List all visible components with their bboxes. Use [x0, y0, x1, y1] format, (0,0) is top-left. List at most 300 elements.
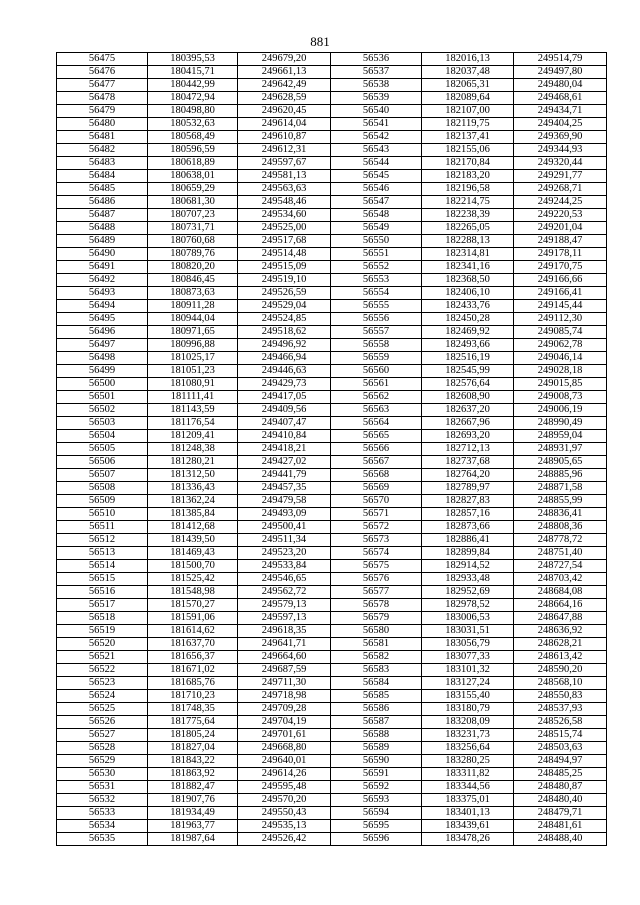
y-coordinate-right: 249344,93	[514, 144, 607, 157]
table-row	[57, 235, 607, 248]
table-row	[57, 274, 607, 287]
point-id-right: 56543	[331, 144, 422, 157]
y-coordinate-right: 248485,25	[514, 768, 607, 781]
point-id-left: 56497	[57, 339, 148, 352]
x-coordinate-right: 183180,79	[422, 703, 514, 716]
y-coordinate-left: 249493,09	[238, 508, 331, 521]
x-coordinate-left: 181248,38	[148, 443, 238, 456]
point-id-left: 56533	[57, 807, 148, 820]
point-id-left: 56487	[57, 209, 148, 222]
table-row	[57, 183, 607, 196]
y-coordinate-right: 248751,40	[514, 547, 607, 560]
x-coordinate-left: 181934,49	[148, 807, 238, 820]
x-coordinate-right: 182238,39	[422, 209, 514, 222]
point-id-right: 56567	[331, 456, 422, 469]
x-coordinate-left: 181685,76	[148, 677, 238, 690]
x-coordinate-right: 183256,64	[422, 742, 514, 755]
y-coordinate-left: 249709,28	[238, 703, 331, 716]
x-coordinate-left: 180820,20	[148, 261, 238, 274]
point-id-left: 56498	[57, 352, 148, 365]
table-row	[57, 638, 607, 651]
table-row	[57, 586, 607, 599]
x-coordinate-left: 180596,59	[148, 144, 238, 157]
point-id-right: 56565	[331, 430, 422, 443]
x-coordinate-right: 183006,53	[422, 612, 514, 625]
y-coordinate-left: 249610,87	[238, 131, 331, 144]
point-id-left: 56516	[57, 586, 148, 599]
y-coordinate-left: 249628,59	[238, 92, 331, 105]
point-id-right: 56586	[331, 703, 422, 716]
x-coordinate-left: 181312,50	[148, 469, 238, 482]
x-coordinate-right: 182107,00	[422, 105, 514, 118]
y-coordinate-right: 248480,87	[514, 781, 607, 794]
y-coordinate-left: 249546,65	[238, 573, 331, 586]
point-id-left: 56509	[57, 495, 148, 508]
table-row	[57, 456, 607, 469]
y-coordinate-right: 248526,58	[514, 716, 607, 729]
y-coordinate-right: 249170,75	[514, 261, 607, 274]
point-id-right: 56592	[331, 781, 422, 794]
y-coordinate-left: 249418,21	[238, 443, 331, 456]
point-id-left: 56488	[57, 222, 148, 235]
y-coordinate-right: 248613,42	[514, 651, 607, 664]
point-id-right: 56579	[331, 612, 422, 625]
table-row	[57, 768, 607, 781]
point-id-left: 56494	[57, 300, 148, 313]
point-id-left: 56478	[57, 92, 148, 105]
point-id-right: 56549	[331, 222, 422, 235]
table-row	[57, 521, 607, 534]
y-coordinate-left: 249525,00	[238, 222, 331, 235]
x-coordinate-left: 181614,62	[148, 625, 238, 638]
x-coordinate-left: 181111,41	[148, 391, 238, 404]
x-coordinate-right: 182933,48	[422, 573, 514, 586]
y-coordinate-left: 249526,42	[238, 833, 331, 846]
table-row	[57, 105, 607, 118]
table-row	[57, 157, 607, 170]
x-coordinate-right: 182857,16	[422, 508, 514, 521]
y-coordinate-left: 249640,01	[238, 755, 331, 768]
x-coordinate-left: 180532,63	[148, 118, 238, 131]
y-coordinate-left: 249711,30	[238, 677, 331, 690]
table-row	[57, 560, 607, 573]
x-coordinate-left: 180395,53	[148, 53, 238, 66]
point-id-left: 56502	[57, 404, 148, 417]
x-coordinate-left: 181385,84	[148, 508, 238, 521]
point-id-right: 56591	[331, 768, 422, 781]
x-coordinate-right: 182196,58	[422, 183, 514, 196]
x-coordinate-left: 180638,01	[148, 170, 238, 183]
y-coordinate-right: 248590,20	[514, 664, 607, 677]
point-id-left: 56481	[57, 131, 148, 144]
point-id-left: 56525	[57, 703, 148, 716]
y-coordinate-left: 249620,45	[238, 105, 331, 118]
point-id-right: 56593	[331, 794, 422, 807]
point-id-left: 56513	[57, 547, 148, 560]
y-coordinate-left: 249668,80	[238, 742, 331, 755]
x-coordinate-right: 182265,05	[422, 222, 514, 235]
point-id-left: 56480	[57, 118, 148, 131]
point-id-right: 56536	[331, 53, 422, 66]
table-row	[57, 313, 607, 326]
y-coordinate-right: 249480,04	[514, 79, 607, 92]
y-coordinate-left: 249524,85	[238, 313, 331, 326]
point-id-left: 56503	[57, 417, 148, 430]
y-coordinate-left: 249612,31	[238, 144, 331, 157]
x-coordinate-right: 182693,20	[422, 430, 514, 443]
table-row	[57, 118, 607, 131]
x-coordinate-left: 181775,64	[148, 716, 238, 729]
x-coordinate-left: 181570,27	[148, 599, 238, 612]
x-coordinate-left: 181710,23	[148, 690, 238, 703]
x-coordinate-right: 182637,20	[422, 404, 514, 417]
x-coordinate-right: 182170,84	[422, 157, 514, 170]
table-row	[57, 222, 607, 235]
x-coordinate-left: 181336,43	[148, 482, 238, 495]
point-id-left: 56506	[57, 456, 148, 469]
point-id-left: 56528	[57, 742, 148, 755]
point-id-right: 56577	[331, 586, 422, 599]
y-coordinate-left: 249679,20	[238, 53, 331, 66]
x-coordinate-right: 182873,66	[422, 521, 514, 534]
y-coordinate-left: 249417,05	[238, 391, 331, 404]
y-coordinate-left: 249641,71	[238, 638, 331, 651]
point-id-right: 56556	[331, 313, 422, 326]
x-coordinate-left: 181827,04	[148, 742, 238, 755]
table-row	[57, 729, 607, 742]
point-id-left: 56505	[57, 443, 148, 456]
point-id-right: 56576	[331, 573, 422, 586]
x-coordinate-right: 183439,61	[422, 820, 514, 833]
y-coordinate-right: 248703,42	[514, 573, 607, 586]
point-id-right: 56594	[331, 807, 422, 820]
x-coordinate-right: 182978,52	[422, 599, 514, 612]
x-coordinate-left: 180498,80	[148, 105, 238, 118]
x-coordinate-left: 180911,28	[148, 300, 238, 313]
y-coordinate-right: 249112,30	[514, 313, 607, 326]
x-coordinate-right: 182789,97	[422, 482, 514, 495]
y-coordinate-right: 248628,21	[514, 638, 607, 651]
x-coordinate-right: 182608,90	[422, 391, 514, 404]
table-row	[57, 53, 607, 66]
point-id-right: 56584	[331, 677, 422, 690]
y-coordinate-left: 249427,02	[238, 456, 331, 469]
table-row	[57, 833, 607, 846]
y-coordinate-right: 249404,25	[514, 118, 607, 131]
x-coordinate-left: 181143,59	[148, 404, 238, 417]
x-coordinate-right: 183127,24	[422, 677, 514, 690]
y-coordinate-left: 249562,72	[238, 586, 331, 599]
x-coordinate-right: 182065,31	[422, 79, 514, 92]
table-row	[57, 482, 607, 495]
x-coordinate-right: 183208,09	[422, 716, 514, 729]
y-coordinate-right: 249220,53	[514, 209, 607, 222]
table-row	[57, 625, 607, 638]
x-coordinate-left: 181412,68	[148, 521, 238, 534]
point-id-left: 56486	[57, 196, 148, 209]
x-coordinate-left: 181525,42	[148, 573, 238, 586]
x-coordinate-right: 182214,75	[422, 196, 514, 209]
y-coordinate-right: 248515,74	[514, 729, 607, 742]
table-row	[57, 573, 607, 586]
point-id-right: 56589	[331, 742, 422, 755]
x-coordinate-left: 181656,37	[148, 651, 238, 664]
x-coordinate-right: 182406,10	[422, 287, 514, 300]
y-coordinate-right: 248905,65	[514, 456, 607, 469]
point-id-left: 56511	[57, 521, 148, 534]
x-coordinate-right: 182089,64	[422, 92, 514, 105]
y-coordinate-left: 249535,13	[238, 820, 331, 833]
x-coordinate-left: 180659,29	[148, 183, 238, 196]
point-id-right: 56570	[331, 495, 422, 508]
point-id-left: 56489	[57, 235, 148, 248]
y-coordinate-right: 249085,74	[514, 326, 607, 339]
x-coordinate-right: 182137,41	[422, 131, 514, 144]
point-id-left: 56517	[57, 599, 148, 612]
point-id-left: 56515	[57, 573, 148, 586]
point-id-right: 56550	[331, 235, 422, 248]
table-row	[57, 404, 607, 417]
x-coordinate-left: 180760,68	[148, 235, 238, 248]
y-coordinate-right: 248568,10	[514, 677, 607, 690]
x-coordinate-left: 181080,91	[148, 378, 238, 391]
y-coordinate-right: 248808,36	[514, 521, 607, 534]
point-id-right: 56540	[331, 105, 422, 118]
y-coordinate-left: 249515,09	[238, 261, 331, 274]
point-id-right: 56551	[331, 248, 422, 261]
y-coordinate-right: 248931,97	[514, 443, 607, 456]
y-coordinate-left: 249661,13	[238, 66, 331, 79]
x-coordinate-right: 183155,40	[422, 690, 514, 703]
y-coordinate-right: 248503,63	[514, 742, 607, 755]
y-coordinate-left: 249579,13	[238, 599, 331, 612]
y-coordinate-left: 249514,48	[238, 248, 331, 261]
table-row	[57, 677, 607, 690]
y-coordinate-right: 248488,40	[514, 833, 607, 846]
table-row	[57, 508, 607, 521]
table-row	[57, 755, 607, 768]
y-coordinate-left: 249511,34	[238, 534, 331, 547]
point-id-left: 56496	[57, 326, 148, 339]
x-coordinate-left: 181671,02	[148, 664, 238, 677]
x-coordinate-right: 182314,81	[422, 248, 514, 261]
point-id-right: 56583	[331, 664, 422, 677]
y-coordinate-right: 248885,96	[514, 469, 607, 482]
y-coordinate-right: 248537,93	[514, 703, 607, 716]
y-coordinate-left: 249581,13	[238, 170, 331, 183]
point-id-right: 56547	[331, 196, 422, 209]
y-coordinate-right: 249166,41	[514, 287, 607, 300]
table-row	[57, 443, 607, 456]
x-coordinate-right: 183077,33	[422, 651, 514, 664]
table-row	[57, 612, 607, 625]
y-coordinate-left: 249704,19	[238, 716, 331, 729]
point-id-left: 56519	[57, 625, 148, 638]
x-coordinate-left: 181025,17	[148, 352, 238, 365]
point-id-right: 56578	[331, 599, 422, 612]
table-row	[57, 703, 607, 716]
point-id-right: 56539	[331, 92, 422, 105]
y-coordinate-left: 249519,10	[238, 274, 331, 287]
table-row	[57, 287, 607, 300]
table-row	[57, 261, 607, 274]
y-coordinate-right: 248990,49	[514, 417, 607, 430]
x-coordinate-left: 181051,23	[148, 365, 238, 378]
x-coordinate-left: 180789,76	[148, 248, 238, 261]
table-row	[57, 807, 607, 820]
point-id-left: 56512	[57, 534, 148, 547]
x-coordinate-left: 180996,88	[148, 339, 238, 352]
y-coordinate-left: 249614,26	[238, 768, 331, 781]
y-coordinate-left: 249523,20	[238, 547, 331, 560]
point-id-left: 56475	[57, 53, 148, 66]
x-coordinate-left: 180681,30	[148, 196, 238, 209]
y-coordinate-left: 249595,48	[238, 781, 331, 794]
x-coordinate-left: 180846,45	[148, 274, 238, 287]
x-coordinate-left: 181907,76	[148, 794, 238, 807]
point-id-right: 56569	[331, 482, 422, 495]
x-coordinate-right: 182433,76	[422, 300, 514, 313]
x-coordinate-right: 183478,26	[422, 833, 514, 846]
x-coordinate-right: 182899,84	[422, 547, 514, 560]
x-coordinate-left: 180415,71	[148, 66, 238, 79]
x-coordinate-left: 181637,70	[148, 638, 238, 651]
point-id-right: 56544	[331, 157, 422, 170]
y-coordinate-right: 249006,19	[514, 404, 607, 417]
point-id-left: 56499	[57, 365, 148, 378]
y-coordinate-right: 249145,44	[514, 300, 607, 313]
x-coordinate-right: 182016,13	[422, 53, 514, 66]
y-coordinate-left: 249441,79	[238, 469, 331, 482]
x-coordinate-left: 180944,04	[148, 313, 238, 326]
point-id-right: 56554	[331, 287, 422, 300]
table-row	[57, 131, 607, 144]
point-id-left: 56522	[57, 664, 148, 677]
table-row	[57, 300, 607, 313]
point-id-right: 56580	[331, 625, 422, 638]
y-coordinate-left: 249526,59	[238, 287, 331, 300]
y-coordinate-right: 249497,80	[514, 66, 607, 79]
table-row	[57, 417, 607, 430]
point-id-right: 56581	[331, 638, 422, 651]
y-coordinate-right: 248494,97	[514, 755, 607, 768]
table-row	[57, 534, 607, 547]
y-coordinate-left: 249563,63	[238, 183, 331, 196]
point-id-right: 56559	[331, 352, 422, 365]
point-id-right: 56561	[331, 378, 422, 391]
x-coordinate-right: 182288,13	[422, 235, 514, 248]
table-row	[57, 664, 607, 677]
x-coordinate-right: 182155,06	[422, 144, 514, 157]
table-row	[57, 92, 607, 105]
x-coordinate-left: 180971,65	[148, 326, 238, 339]
y-coordinate-right: 248647,88	[514, 612, 607, 625]
y-coordinate-right: 248664,16	[514, 599, 607, 612]
point-id-right: 56585	[331, 690, 422, 703]
table-row	[57, 170, 607, 183]
point-id-left: 56477	[57, 79, 148, 92]
x-coordinate-right: 182368,50	[422, 274, 514, 287]
table-row	[57, 391, 607, 404]
point-id-right: 56587	[331, 716, 422, 729]
point-id-right: 56590	[331, 755, 422, 768]
point-id-right: 56548	[331, 209, 422, 222]
y-coordinate-left: 249457,35	[238, 482, 331, 495]
y-coordinate-left: 249518,62	[238, 326, 331, 339]
point-id-left: 56504	[57, 430, 148, 443]
y-coordinate-left: 249701,61	[238, 729, 331, 742]
y-coordinate-left: 249550,43	[238, 807, 331, 820]
point-id-right: 56546	[331, 183, 422, 196]
y-coordinate-left: 249664,60	[238, 651, 331, 664]
point-id-right: 56571	[331, 508, 422, 521]
y-coordinate-right: 249166,66	[514, 274, 607, 287]
y-coordinate-left: 249479,58	[238, 495, 331, 508]
point-id-left: 56535	[57, 833, 148, 846]
point-id-right: 56588	[331, 729, 422, 742]
x-coordinate-right: 182914,52	[422, 560, 514, 573]
x-coordinate-left: 181963,77	[148, 820, 238, 833]
y-coordinate-right: 249008,73	[514, 391, 607, 404]
point-id-right: 56537	[331, 66, 422, 79]
point-id-left: 56476	[57, 66, 148, 79]
x-coordinate-left: 180442,99	[148, 79, 238, 92]
table-row	[57, 326, 607, 339]
y-coordinate-right: 249188,47	[514, 235, 607, 248]
point-id-right: 56538	[331, 79, 422, 92]
x-coordinate-right: 183056,79	[422, 638, 514, 651]
point-id-left: 56495	[57, 313, 148, 326]
y-coordinate-left: 249614,04	[238, 118, 331, 131]
table-row	[57, 365, 607, 378]
x-coordinate-left: 180873,63	[148, 287, 238, 300]
table-row	[57, 547, 607, 560]
y-coordinate-right: 249434,71	[514, 105, 607, 118]
x-coordinate-right: 182886,41	[422, 534, 514, 547]
point-id-right: 56573	[331, 534, 422, 547]
y-coordinate-left: 249446,63	[238, 365, 331, 378]
y-coordinate-left: 249597,13	[238, 612, 331, 625]
y-coordinate-right: 249062,78	[514, 339, 607, 352]
point-id-left: 56507	[57, 469, 148, 482]
point-id-right: 56595	[331, 820, 422, 833]
y-coordinate-left: 249533,84	[238, 560, 331, 573]
x-coordinate-left: 181748,35	[148, 703, 238, 716]
y-coordinate-left: 249517,68	[238, 235, 331, 248]
y-coordinate-right: 249015,85	[514, 378, 607, 391]
page-number: 881	[310, 34, 330, 49]
y-coordinate-right: 249178,11	[514, 248, 607, 261]
y-coordinate-left: 249642,49	[238, 79, 331, 92]
point-id-right: 56572	[331, 521, 422, 534]
point-id-left: 56483	[57, 157, 148, 170]
y-coordinate-left: 249534,60	[238, 209, 331, 222]
y-coordinate-left: 249570,20	[238, 794, 331, 807]
table-row	[57, 196, 607, 209]
point-id-right: 56582	[331, 651, 422, 664]
table-row	[57, 599, 607, 612]
x-coordinate-left: 181209,41	[148, 430, 238, 443]
point-id-right: 56560	[331, 365, 422, 378]
y-coordinate-right: 249046,14	[514, 352, 607, 365]
x-coordinate-right: 182764,20	[422, 469, 514, 482]
x-coordinate-right: 182576,64	[422, 378, 514, 391]
y-coordinate-left: 249500,41	[238, 521, 331, 534]
x-coordinate-left: 181548,98	[148, 586, 238, 599]
x-coordinate-right: 182469,92	[422, 326, 514, 339]
point-id-left: 56479	[57, 105, 148, 118]
table-row	[57, 716, 607, 729]
